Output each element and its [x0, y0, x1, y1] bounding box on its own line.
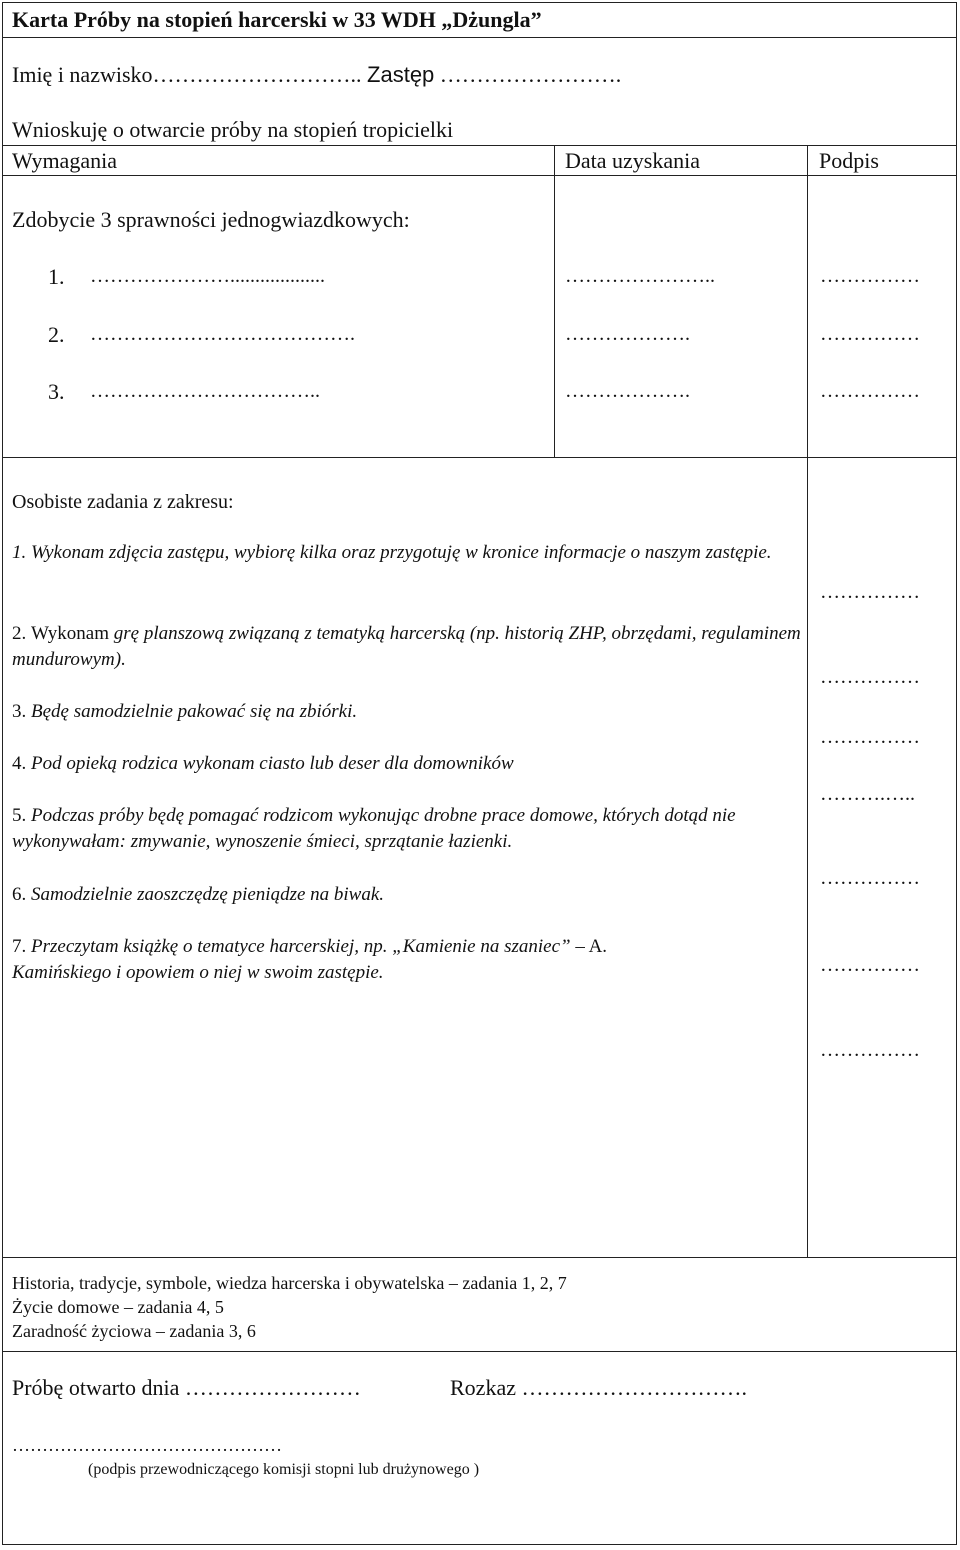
badge-dots: ………………………………….: [90, 323, 355, 345]
name-label: Imię i nazwisko……………………….. Zastęp …………………….: [12, 62, 622, 87]
summary-line: Historia, tradycje, symbole, wiedza harcerska i obywatelska – zadania 1, 2, 7: [12, 1273, 567, 1293]
signature-caption: (podpis przewodniczącego komisji stopni lub drużynowego ): [88, 1461, 480, 1478]
badge-sign-dots: ……………: [820, 323, 920, 345]
tasks-heading: Osobiste zadania z zakresu:: [12, 491, 234, 513]
task-item: 1. Wykonam zdjęcia zastępu, wybiorę kilka oraz przygotuję w kronice informacje o naszym zastępie.: [12, 542, 772, 563]
badge-dots: …………………...................: [90, 265, 325, 287]
divider: [2, 1351, 957, 1352]
summary-line: Życie domowe – zadania 4, 5: [12, 1297, 224, 1317]
task-item: 2. Wykonam grę planszową związaną z tematyką harcerską (np. historią ZHP, obrzędami, regulaminem mundurowym).: [12, 623, 801, 670]
task-item: 3. Będę samodzielnie pakować się na zbiórki.: [12, 701, 358, 722]
badge-number: 2.: [48, 322, 65, 347]
summary-line: Zaradność życiowa – zadania 3, 6: [12, 1321, 256, 1341]
col-date: Data uzyskania: [565, 148, 700, 173]
badge-number: 1.: [48, 264, 65, 289]
task-item: 5. Podczas próby będę pomagać rodzicom wykonując drobne prace domowe, których dotąd nie wykonywałam: zmywanie, wynoszenie śmieci, sprzątanie łazienki.: [12, 805, 736, 852]
divider: [2, 457, 957, 458]
divider: [2, 175, 957, 176]
card-title: Karta Próby na stopień harcerski w 33 WDH „Dżungla”: [12, 7, 542, 32]
badge-date-dots: ……………….: [565, 380, 690, 402]
divider: [2, 37, 957, 38]
request-line: Wnioskuję o otwarcie próby na stopień tropicielki: [12, 117, 454, 142]
badge-dots: ……………………………..: [90, 380, 320, 402]
task-sign-dots: ……….…..: [820, 783, 915, 805]
order-label: Rozkaz ………………………….: [450, 1375, 747, 1400]
task-item: 7. Przeczytam książkę o tematyce harcerskiej, np. „Kamienie na szaniec” – A. Kamińskiego i opowiem o niej w swoim zastępie.: [12, 936, 608, 983]
task-sign-dots: ……………: [820, 666, 920, 688]
task-item: 4. Pod opieką rodzica wykonam ciasto lub deser dla domowników: [12, 753, 514, 774]
task-sign-dots: ……………: [820, 867, 920, 889]
signature-dots: ………………………………………: [12, 1435, 282, 1455]
task-sign-dots: ……………: [820, 726, 920, 748]
opened-date-label: Próbę otwarto dnia ……………………: [12, 1375, 361, 1400]
divider: [2, 1257, 957, 1258]
column-divider: [807, 145, 808, 1257]
badges-heading: Zdobycie 3 sprawności jednogwiazdkowych:: [12, 207, 410, 232]
col-signature: Podpis: [819, 148, 879, 173]
col-requirements: Wymagania: [12, 148, 117, 173]
divider: [2, 145, 957, 146]
badge-number: 3.: [48, 379, 65, 404]
task-item: 6. Samodzielnie zaoszczędzę pieniądze na biwak.: [12, 884, 385, 905]
column-divider: [554, 145, 555, 458]
task-sign-dots: ……………: [820, 1039, 920, 1061]
badge-sign-dots: ……………: [820, 265, 920, 287]
badge-date-dots: ……………….: [565, 323, 690, 345]
badge-sign-dots: ……………: [820, 380, 920, 402]
task-sign-dots: ……………: [820, 954, 920, 976]
task-sign-dots: ……………: [820, 581, 920, 603]
badge-date-dots: …………………..: [565, 265, 715, 287]
